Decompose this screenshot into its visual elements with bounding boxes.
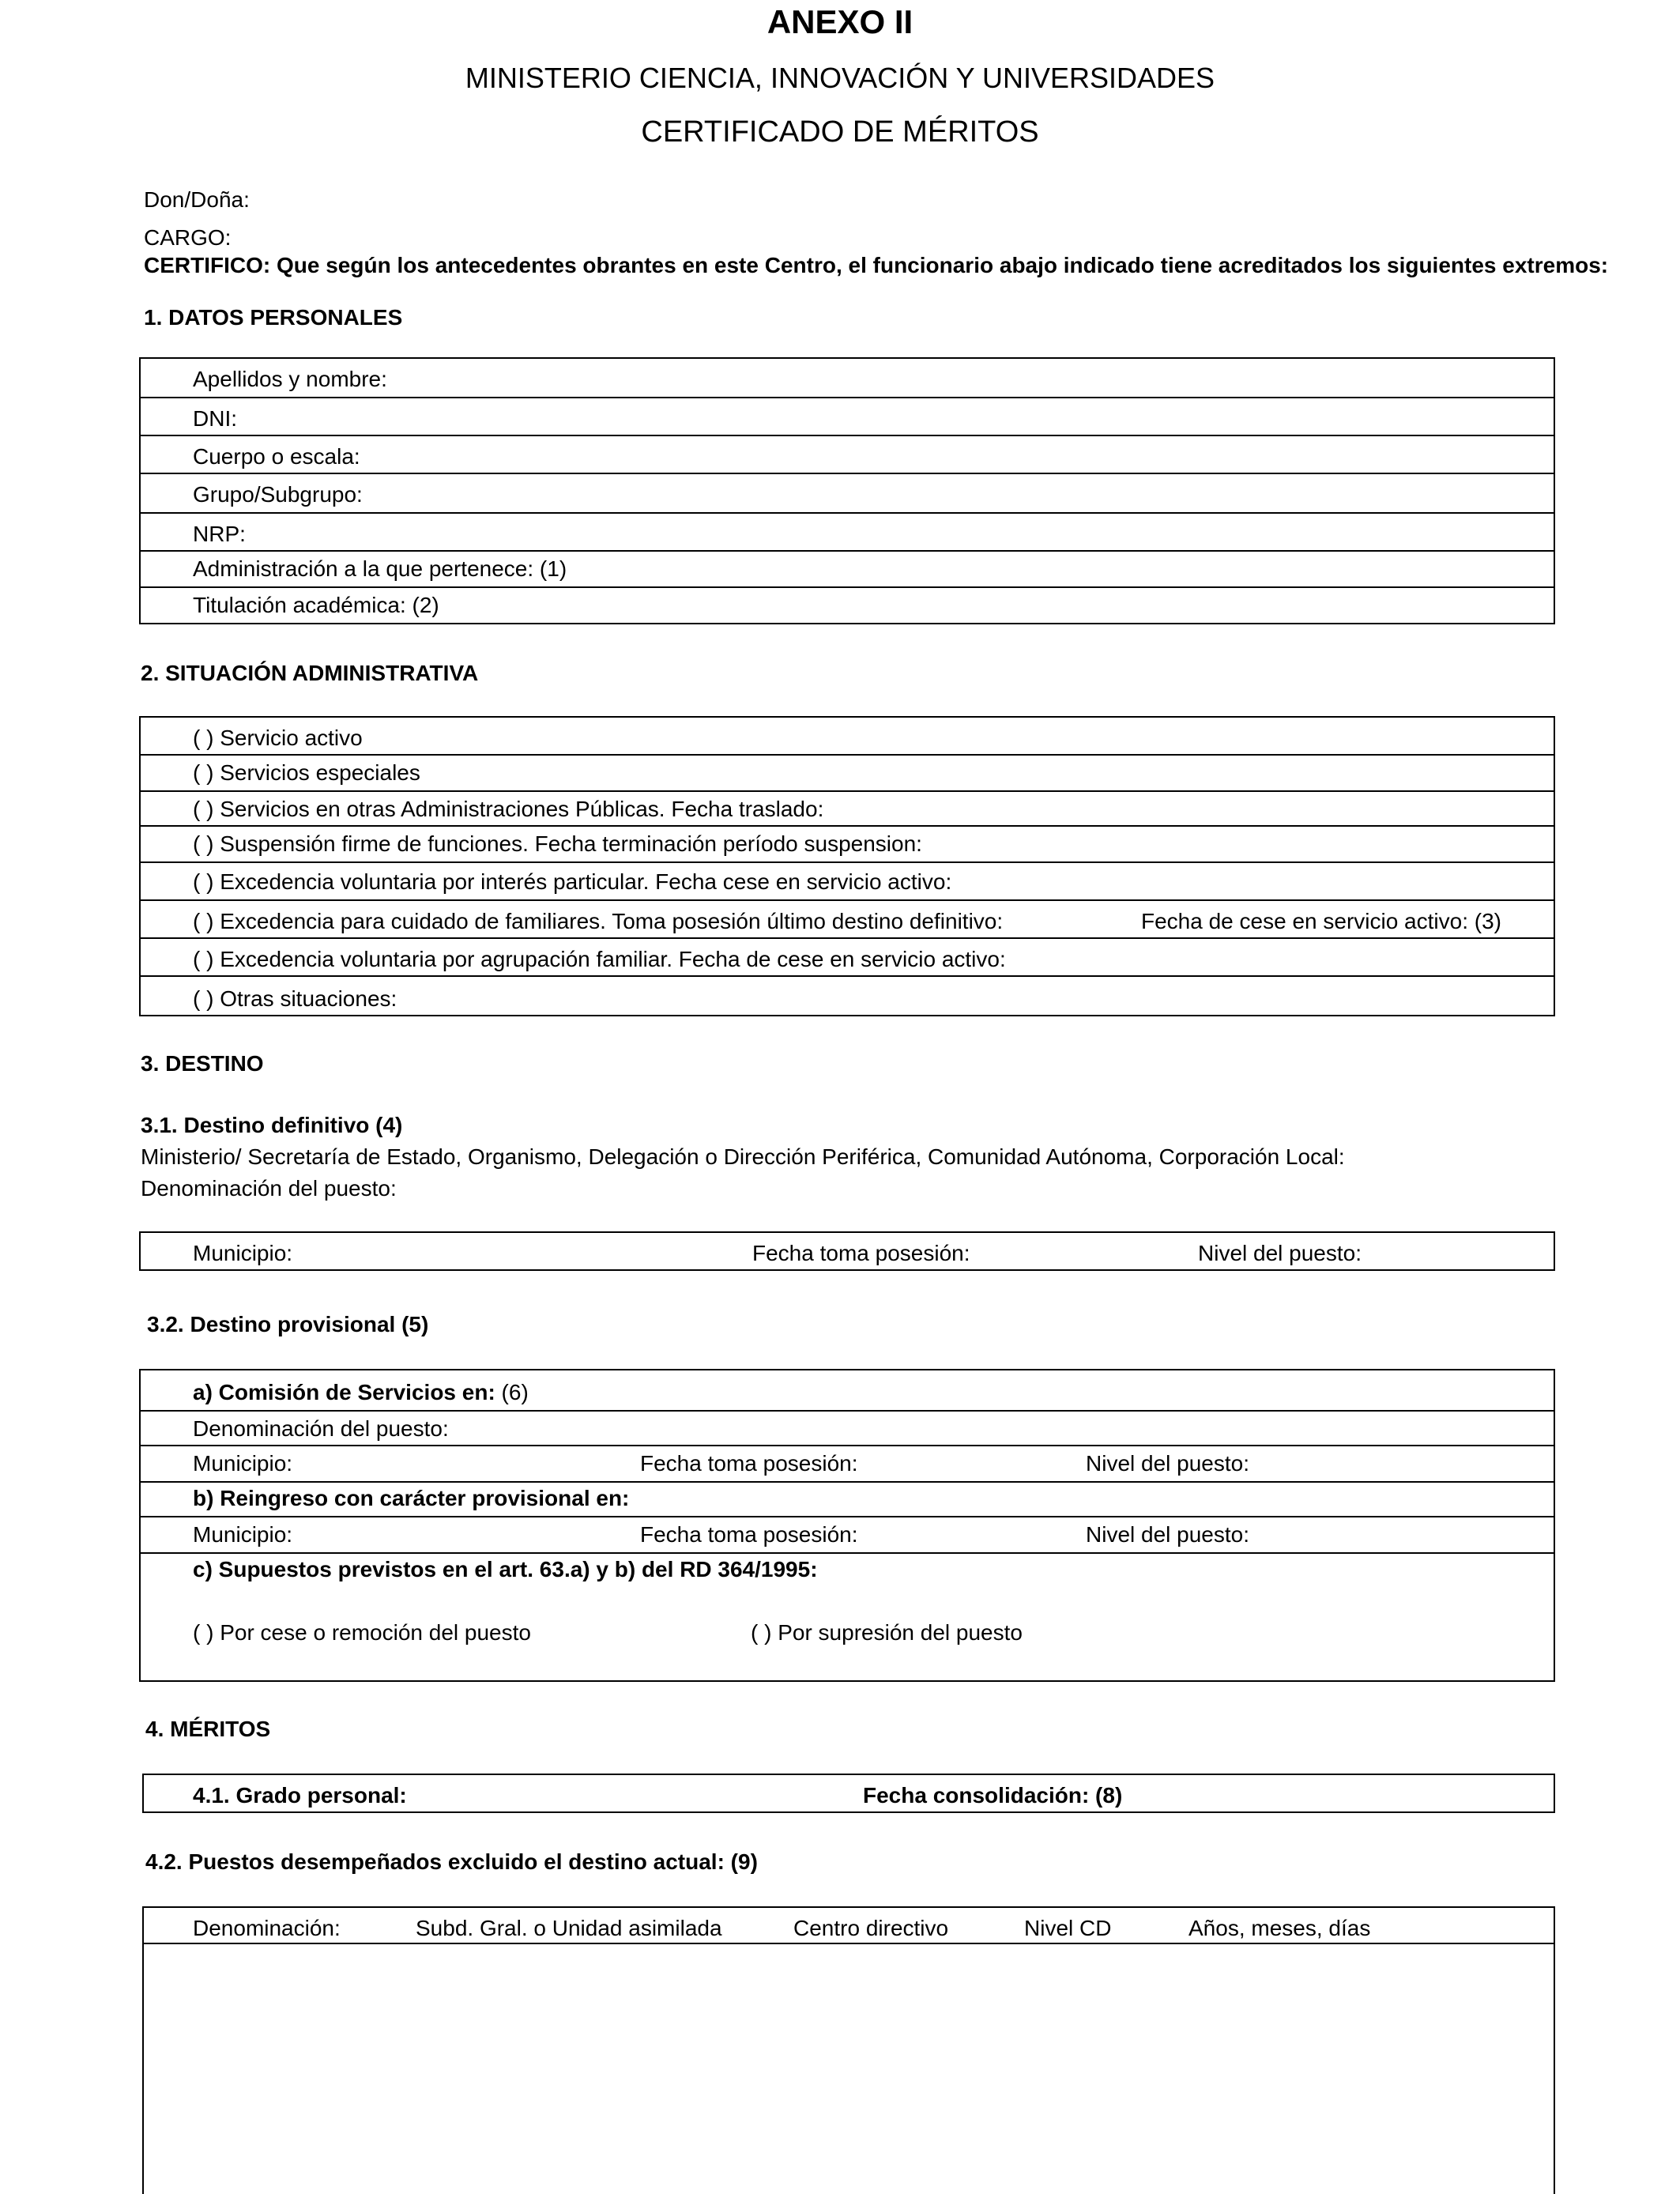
reingreso-fecha-field[interactable]: Fecha toma posesión:: [640, 1522, 858, 1547]
section-1-heading: 1. DATOS PERSONALES: [144, 305, 403, 330]
row-divider: [141, 790, 1554, 792]
row-divider: [141, 975, 1554, 977]
reingreso-nivel-field[interactable]: Nivel del puesto:: [1086, 1522, 1250, 1547]
fecha-toma-posesion-field[interactable]: Fecha toma posesión:: [752, 1241, 970, 1265]
option-servicios-especiales[interactable]: ( ) Servicios especiales: [193, 760, 420, 785]
cuerpo-escala-field[interactable]: Cuerpo o escala:: [193, 444, 360, 469]
comision-servicios-label: a) Comisión de Servicios en:: [193, 1380, 495, 1404]
option-otras-situaciones[interactable]: ( ) Otras situaciones:: [193, 986, 397, 1011]
option-cese-remocion[interactable]: ( ) Por cese o remoción del puesto: [193, 1620, 531, 1645]
municipio-field[interactable]: Municipio:: [193, 1241, 293, 1265]
row-divider: [141, 397, 1554, 398]
row-divider: [141, 586, 1554, 588]
nrp-field[interactable]: NRP:: [193, 522, 246, 546]
cargo-label: CARGO:: [144, 225, 232, 250]
row-divider: [141, 1445, 1554, 1446]
option-excedencia-interes[interactable]: ( ) Excedencia voluntaria por interés particular. Fecha cese en servicio activo:: [193, 869, 952, 894]
option-suspension[interactable]: ( ) Suspensión firme de funciones. Fecha terminación período suspension:: [193, 831, 922, 856]
prov-nivel-field[interactable]: Nivel del puesto:: [1086, 1451, 1250, 1476]
destino-provisional-heading: 3.2. Destino provisional (5): [147, 1312, 429, 1336]
option-supresion-puesto[interactable]: ( ) Por supresión del puesto: [751, 1620, 1023, 1645]
row-divider: [141, 1516, 1554, 1517]
section-3-heading: 3. DESTINO: [141, 1051, 264, 1076]
administracion-field[interactable]: Administración a la que pertenece: (1): [193, 556, 567, 581]
row-divider: [141, 1481, 1554, 1483]
ministerio-organismo-label: Ministerio/ Secretaría de Estado, Organismo, Delegación o Dirección Periférica, Comunidad Autónoma, Corporación Local:: [141, 1144, 1345, 1169]
column-centro-directivo: Centro directivo: [793, 1916, 949, 1940]
grado-personal-field[interactable]: 4.1. Grado personal:: [193, 1783, 407, 1808]
fecha-cese-label: Fecha de cese en servicio activo: (3): [1141, 909, 1501, 933]
column-nivel-cd: Nivel CD: [1024, 1916, 1112, 1940]
row-divider: [141, 435, 1554, 436]
option-servicio-activo[interactable]: ( ) Servicio activo: [193, 726, 363, 750]
row-divider: [141, 512, 1554, 514]
grupo-subgrupo-field[interactable]: Grupo/Subgrupo:: [193, 482, 363, 507]
option-otras-administraciones[interactable]: ( ) Servicios en otras Administraciones Públicas. Fecha traslado:: [193, 797, 824, 821]
column-denominacion: Denominación:: [193, 1916, 341, 1940]
column-anos-meses-dias: Años, meses, días: [1188, 1916, 1371, 1940]
row-divider: [141, 1552, 1554, 1554]
row-divider: [141, 754, 1554, 756]
apellidos-nombre-field[interactable]: Apellidos y nombre:: [193, 367, 387, 391]
option-excedencia-agrupacion[interactable]: ( ) Excedencia voluntaria por agrupación familiar. Fecha de cese en servicio activo:: [193, 947, 1006, 971]
row-divider: [141, 1410, 1554, 1412]
nivel-puesto-field[interactable]: Nivel del puesto:: [1198, 1241, 1362, 1265]
option-excedencia-familiares[interactable]: ( ) Excedencia para cuidado de familiares. Toma posesión último destino definitivo:: [193, 909, 1004, 933]
row-divider: [141, 899, 1554, 901]
prov-denominacion-field[interactable]: Denominación del puesto:: [193, 1416, 449, 1441]
reingreso-label: b) Reingreso con carácter provisional en:: [193, 1486, 630, 1510]
row-divider: [141, 937, 1554, 939]
comision-servicios-row: [193, 1380, 529, 1405]
column-subdireccion: Subd. Gral. o Unidad asimilada: [416, 1916, 722, 1940]
row-divider: [141, 861, 1554, 863]
section-2-heading: 2. SITUACIÓN ADMINISTRATIVA: [141, 661, 479, 685]
denominacion-puesto-label: Denominación del puesto:: [141, 1176, 397, 1201]
supuestos-label: c) Supuestos previstos en el art. 63.a) y b) del RD 364/1995:: [193, 1557, 818, 1581]
prov-municipio-field[interactable]: Municipio:: [193, 1451, 293, 1476]
comision-note: (6): [495, 1380, 529, 1404]
titulacion-field[interactable]: Titulación académica: (2): [193, 593, 439, 617]
don-dona-label: Don/Doña:: [144, 187, 250, 212]
reingreso-municipio-field[interactable]: Municipio:: [193, 1522, 293, 1547]
row-divider: [141, 550, 1554, 552]
document-title: CERTIFICADO DE MÉRITOS: [641, 115, 1039, 149]
fecha-consolidacion-field[interactable]: Fecha consolidación: (8): [863, 1783, 1123, 1808]
row-divider: [141, 825, 1554, 827]
row-divider: [141, 473, 1554, 474]
puestos-desempenados-heading: 4.2. Puestos desempeñados excluido el destino actual: (9): [145, 1849, 758, 1874]
dni-field[interactable]: DNI:: [193, 406, 237, 431]
prov-fecha-field[interactable]: Fecha toma posesión:: [640, 1451, 858, 1476]
annex-title: ANEXO II: [767, 3, 913, 40]
certifico-statement: CERTIFICO: Que según los antecedentes obrantes en este Centro, el funcionario abajo indicado tiene acreditados los siguientes extremos:: [144, 253, 1609, 277]
puestos-entries-area[interactable]: [145, 1944, 1552, 2189]
section-4-heading: 4. MÉRITOS: [145, 1717, 271, 1741]
destino-definitivo-heading: 3.1. Destino definitivo (4): [141, 1113, 403, 1137]
ministry-name: MINISTERIO CIENCIA, INNOVACIÓN Y UNIVERSIDADES: [465, 62, 1215, 94]
